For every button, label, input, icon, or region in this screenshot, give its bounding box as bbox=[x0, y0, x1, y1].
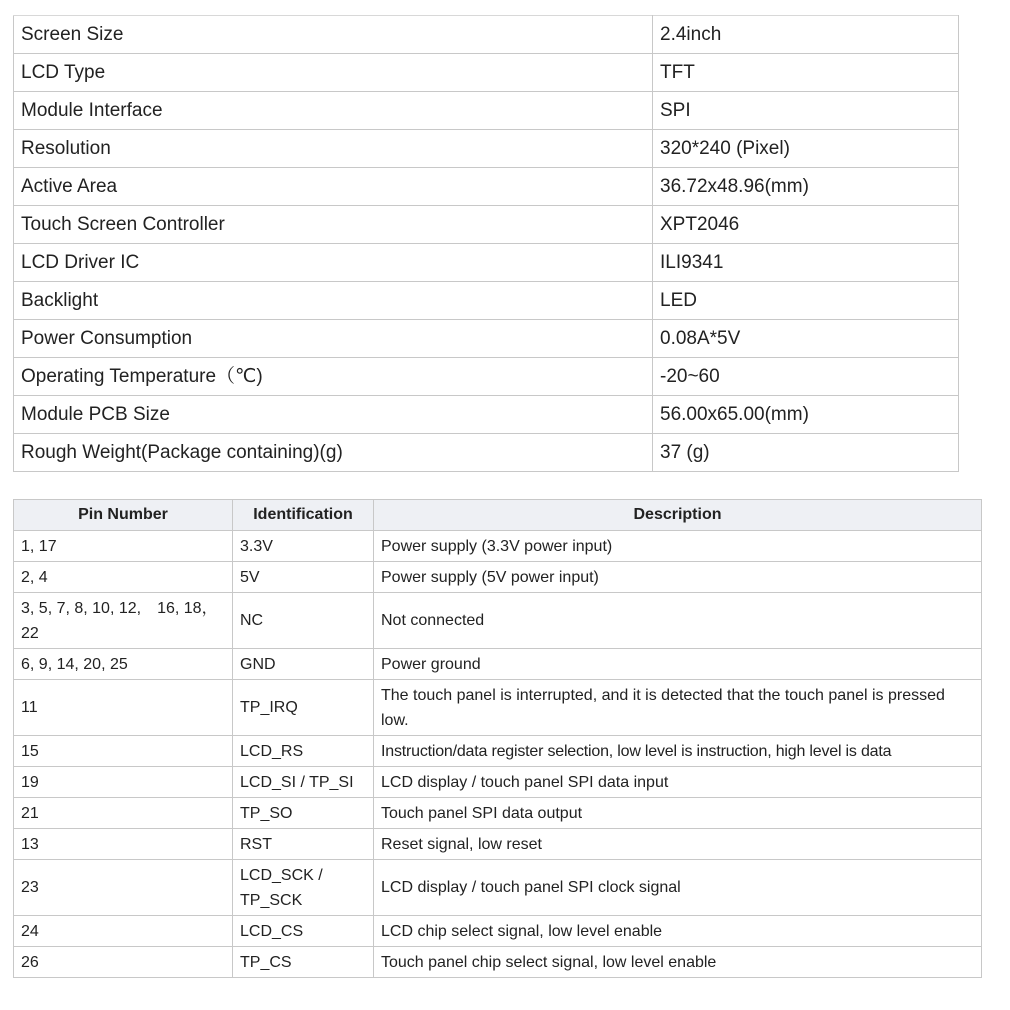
table-row bbox=[14, 860, 982, 916]
spec-value: 37 (g) bbox=[653, 434, 959, 472]
table-row bbox=[14, 649, 982, 680]
description-cell: Not connected bbox=[374, 593, 982, 649]
spec-value: 0.08A*5V bbox=[653, 320, 959, 358]
description-cell: LCD display / touch panel SPI data input bbox=[374, 767, 982, 798]
table-row bbox=[14, 244, 959, 282]
spec-label: Resolution bbox=[14, 130, 653, 168]
table-row bbox=[14, 736, 982, 767]
table-row bbox=[14, 92, 959, 130]
identification-cell: TP_CS bbox=[233, 947, 374, 978]
spec-label: Rough Weight(Package containing)(g) bbox=[14, 434, 653, 472]
spec-label: Screen Size bbox=[14, 16, 653, 54]
table-header-row bbox=[14, 500, 982, 531]
identification-cell: GND bbox=[233, 649, 374, 680]
column-header-identification: Identification bbox=[233, 500, 374, 531]
spec-value: 320*240 (Pixel) bbox=[653, 130, 959, 168]
table-row bbox=[14, 282, 959, 320]
table-row bbox=[14, 593, 982, 649]
spec-table bbox=[13, 15, 959, 472]
pin-number-cell: 13 bbox=[14, 829, 233, 860]
description-cell: Touch panel chip select signal, low level enable bbox=[374, 947, 982, 978]
description-cell: LCD display / touch panel SPI clock signal bbox=[374, 860, 982, 916]
pin-number-cell: 1, 17 bbox=[14, 531, 233, 562]
spec-label: Power Consumption bbox=[14, 320, 653, 358]
spec-label: Touch Screen Controller bbox=[14, 206, 653, 244]
identification-cell: 5V bbox=[233, 562, 374, 593]
table-row bbox=[14, 829, 982, 860]
spec-value: 56.00x65.00(mm) bbox=[653, 396, 959, 434]
description-cell: Reset signal, low reset bbox=[374, 829, 982, 860]
spec-label: Backlight bbox=[14, 282, 653, 320]
spec-value: 2.4inch bbox=[653, 16, 959, 54]
pin-table bbox=[13, 499, 982, 978]
table-row bbox=[14, 16, 959, 54]
description-cell: Power ground bbox=[374, 649, 982, 680]
pin-number-cell: 3, 5, 7, 8, 10, 12, 16, 18，22 bbox=[14, 593, 233, 649]
spec-label: LCD Type bbox=[14, 54, 653, 92]
table-row bbox=[14, 531, 982, 562]
identification-cell: 3.3V bbox=[233, 531, 374, 562]
identification-cell: LCD_SCK / TP_SCK bbox=[233, 860, 374, 916]
spec-label: Module Interface bbox=[14, 92, 653, 130]
table-row bbox=[14, 54, 959, 92]
description-cell: Power supply (5V power input) bbox=[374, 562, 982, 593]
spec-value: TFT bbox=[653, 54, 959, 92]
identification-cell: LCD_SI / TP_SI bbox=[233, 767, 374, 798]
identification-cell: LCD_RS bbox=[233, 736, 374, 767]
description-cell: LCD chip select signal, low level enable bbox=[374, 916, 982, 947]
table-row bbox=[14, 947, 982, 978]
column-header-pin-number: Pin Number bbox=[14, 500, 233, 531]
table-row bbox=[14, 798, 982, 829]
table-row bbox=[14, 130, 959, 168]
description-cell: Instruction/data register selection, low level is instruction, high level is data bbox=[374, 736, 982, 767]
table-row bbox=[14, 680, 982, 736]
identification-cell: TP_IRQ bbox=[233, 680, 374, 736]
spec-value: LED bbox=[653, 282, 959, 320]
pin-number-cell: 15 bbox=[14, 736, 233, 767]
pin-number-cell: 26 bbox=[14, 947, 233, 978]
identification-cell: NC bbox=[233, 593, 374, 649]
description-cell: Power supply (3.3V power input) bbox=[374, 531, 982, 562]
pin-number-cell: 6, 9, 14, 20, 25 bbox=[14, 649, 233, 680]
description-cell: The touch panel is interrupted, and it is detected that the touch panel is pressed low. bbox=[374, 680, 982, 736]
table-row bbox=[14, 562, 982, 593]
spec-label: Active Area bbox=[14, 168, 653, 206]
spec-value: SPI bbox=[653, 92, 959, 130]
spec-label: Module PCB Size bbox=[14, 396, 653, 434]
identification-cell: TP_SO bbox=[233, 798, 374, 829]
pin-number-cell: 11 bbox=[14, 680, 233, 736]
pin-number-cell: 23 bbox=[14, 860, 233, 916]
pin-number-cell: 19 bbox=[14, 767, 233, 798]
table-row bbox=[14, 916, 982, 947]
spec-label: Operating Temperature（℃) bbox=[14, 358, 653, 396]
spec-label: LCD Driver IC bbox=[14, 244, 653, 282]
table-row bbox=[14, 434, 959, 472]
table-row bbox=[14, 358, 959, 396]
identification-cell: RST bbox=[233, 829, 374, 860]
column-header-description: Description bbox=[374, 500, 982, 531]
spec-value: 36.72x48.96(mm) bbox=[653, 168, 959, 206]
spec-value: XPT2046 bbox=[653, 206, 959, 244]
pin-number-cell: 24 bbox=[14, 916, 233, 947]
pin-number-cell: 2, 4 bbox=[14, 562, 233, 593]
spec-value: ILI9341 bbox=[653, 244, 959, 282]
table-row bbox=[14, 320, 959, 358]
table-row bbox=[14, 396, 959, 434]
table-row bbox=[14, 168, 959, 206]
pin-number-cell: 21 bbox=[14, 798, 233, 829]
table-row bbox=[14, 206, 959, 244]
spec-value: -20~60 bbox=[653, 358, 959, 396]
identification-cell: LCD_CS bbox=[233, 916, 374, 947]
table-row bbox=[14, 767, 982, 798]
description-cell: Touch panel SPI data output bbox=[374, 798, 982, 829]
